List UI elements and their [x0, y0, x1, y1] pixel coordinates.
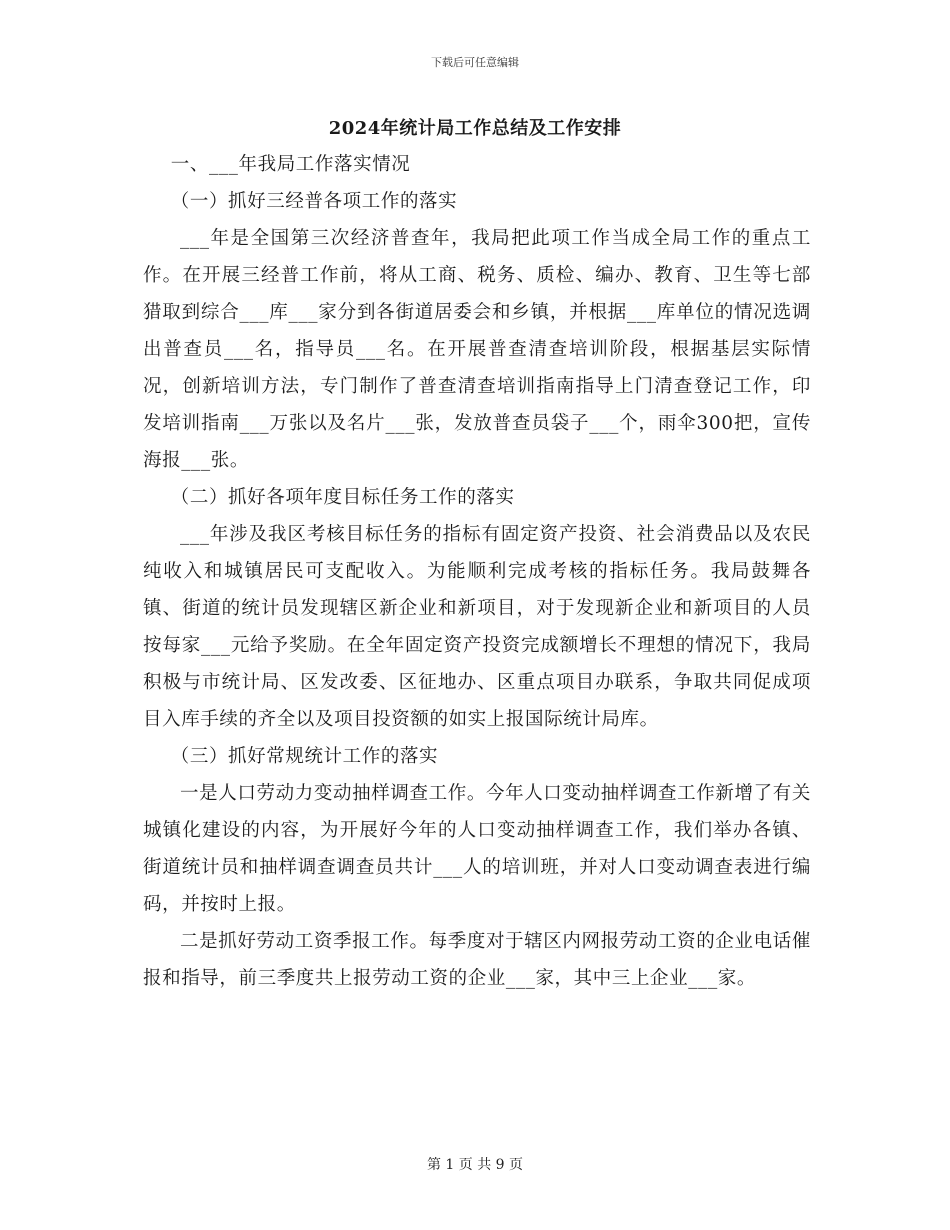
body-paragraph-3: 一是人口劳动力变动抽样调查工作。今年人口变动抽样调查工作新增了有关城镇化建设的内容，为开展好今年的人口变动抽样调查工作，我们举办各镇、街道统计员和抽样调查调查员共计___人的培训班，并对人口变动调查表进行编码，并按时上报。 [143, 783, 811, 915]
header-note: 下载后可任意编辑 [431, 56, 519, 69]
body-paragraph-4: 二是抓好劳动工资季报工作。每季度对于辖区内网报劳动工资的企业电话催报和指导，前三季度共上报劳动工资的企业___家，其中三上企业___家。 [143, 931, 811, 989]
document-body [143, 146, 811, 997]
page-footer: 第 1 页 共 9 页 [426, 1157, 524, 1173]
body-paragraph-1: ___年是全国第三次经济普查年，我局把此项工作当成全局工作的重点工作。在开展三经普工作前，将从工商、税务、质检、编办、教育、卫生等七部猎取到综合___库___家分到各街道居委会和乡镇，并根据___库单位的情况选调出普查员___名，指导员___名。在开展普查清查培训阶段，根据基层实际情况，创新培训方法，专门制作了普查清查培训指南指导上门清查登记工作，印发培训指南___万张以及名片___张，发放普查员袋子___个，雨伞300把，宣传海报___张。 [143, 228, 811, 471]
subsection-heading-2: （二）抓好各项年度目标任务工作的落实 [170, 487, 515, 508]
subsection-heading-3: （三）抓好常规统计工作的落实 [170, 746, 439, 767]
subsection-heading-1: （一）抓好三经普各项工作的落实 [170, 191, 458, 212]
body-paragraph-2: ___年涉及我区考核目标任务的指标有固定资产投资、社会消费品以及农民纯收入和城镇居民可支配收入。为能顺利完成考核的指标任务。我局鼓舞各镇、街道的统计员发现辖区新企业和新项目，对于发现新企业和新项目的人员按每家___元给予奖励。在全年固定资产投资完成额增长不理想的情况下，我局积极与市统计局、区发改委、区征地办、区重点项目办联系，争取共同促成项目入库手续的齐全以及项目投资额的如实上报国际统计局库。 [143, 524, 811, 730]
document-title: 2024年统计局工作总结及工作安排 [328, 118, 622, 139]
section-heading-1: 一、___年我局工作落实情况 [170, 154, 411, 175]
